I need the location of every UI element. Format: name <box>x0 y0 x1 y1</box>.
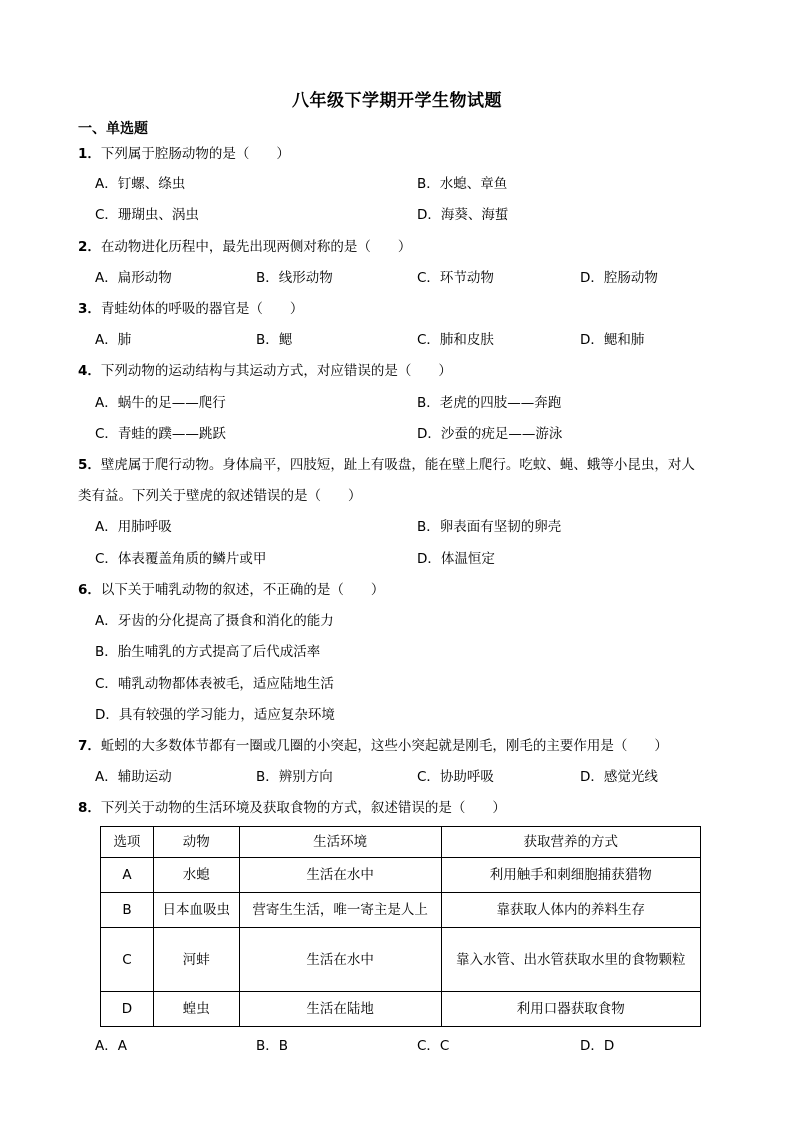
question-text: 下列动物的运动结构与其运动方式，对应错误的是（ ） <box>100 363 452 379</box>
table-row <box>101 858 701 893</box>
option-7c: C．协助呼吸 <box>417 769 494 785</box>
question-number: 6． <box>78 582 101 598</box>
option-5b: B．卵表面有坚韧的卵壳 <box>417 519 562 535</box>
page-title: 八年级下学期开学生物试题 <box>292 91 502 111</box>
table-header-row <box>101 827 701 858</box>
question-8-table <box>100 826 701 1027</box>
question-number: 5． <box>78 457 101 473</box>
option-8d: D．D <box>580 1038 615 1054</box>
table-cell: A <box>101 858 154 893</box>
option-1c: C．珊瑚虫、涡虫 <box>95 207 199 223</box>
table-row <box>101 992 701 1027</box>
option-8a: A．A <box>95 1038 127 1054</box>
table-header-cell: 获取营养的方式 <box>441 827 700 858</box>
option-3a: A．肺 <box>95 332 132 348</box>
option-1b: B．水螅、章鱼 <box>417 176 508 192</box>
option-2d: D．腔肠动物 <box>580 270 658 286</box>
table-cell: 靠入水管、出水管获取水里的食物颗粒 <box>441 928 700 992</box>
question-4 <box>78 356 452 387</box>
question-number: 1． <box>78 146 101 162</box>
option-7d: D．感觉光线 <box>580 769 658 785</box>
option-1a: A．钉螺、绦虫 <box>95 176 186 192</box>
option-4d: D．沙蚕的疣足——游泳 <box>417 426 563 442</box>
question-text: 下列关于动物的生活环境及获取食物的方式，叙述错误的是（ ） <box>100 800 506 816</box>
option-4b: B．老虎的四肢——奔跑 <box>417 395 562 411</box>
option-3d: D．鳃和肺 <box>580 332 645 348</box>
table-header-cell: 动物 <box>153 827 239 858</box>
option-6b: B．胎生哺乳的方式提高了后代成活率 <box>95 644 321 660</box>
table-row <box>101 893 701 928</box>
question-number: 4． <box>78 363 101 379</box>
question-8 <box>78 793 506 824</box>
option-4a: A．蜗牛的足——爬行 <box>95 395 226 411</box>
option-8c: C．C <box>417 1038 450 1054</box>
question-text: 在动物进化历程中，最先出现两侧对称的是（ ） <box>100 239 412 255</box>
option-3b: B．鳃 <box>256 332 293 348</box>
table-cell: D <box>101 992 154 1027</box>
option-6d: D．具有较强的学习能力，适应复杂环境 <box>95 707 335 723</box>
option-8b: B．B <box>256 1038 289 1054</box>
question-text: 类有益。下列关于壁虎的叙述错误的是（ ） <box>78 488 362 504</box>
section-heading: 一、单选题 <box>78 121 148 137</box>
table-cell: 靠获取人体内的养料生存 <box>441 893 700 928</box>
table-cell: 生活在水中 <box>239 928 441 992</box>
question-number: 2． <box>78 239 101 255</box>
option-6a: A．牙齿的分化提高了摄食和消化的能力 <box>95 613 334 629</box>
option-2b: B．线形动物 <box>256 270 333 286</box>
question-5 <box>78 450 695 481</box>
table-cell: 河蚌 <box>153 928 239 992</box>
option-5a: A．用肺呼吸 <box>95 519 172 535</box>
option-4c: C．青蛙的蹼——跳跃 <box>95 426 226 442</box>
option-2c: C．环节动物 <box>417 270 494 286</box>
option-5d: D．体温恒定 <box>417 551 495 567</box>
question-6 <box>78 575 384 606</box>
question-number: 8． <box>78 800 101 816</box>
question-7 <box>78 731 668 762</box>
table-cell: 利用口器获取食物 <box>441 992 700 1027</box>
option-6c: C．哺乳动物都体表被毛，适应陆地生活 <box>95 676 334 692</box>
question-number: 3． <box>78 301 101 317</box>
table-cell: 水螅 <box>153 858 239 893</box>
table-cell: 蝗虫 <box>153 992 239 1027</box>
table-cell: 生活在陆地 <box>239 992 441 1027</box>
question-text: 青蛙幼体的呼吸的器官是（ ） <box>100 301 304 317</box>
table-header-cell: 生活环境 <box>239 827 441 858</box>
question-number: 7． <box>78 738 101 754</box>
question-text: 下列属于腔肠动物的是（ ） <box>100 146 290 162</box>
table-cell: 日本血吸虫 <box>153 893 239 928</box>
option-3c: C．肺和皮肤 <box>417 332 494 348</box>
option-2a: A．扁形动物 <box>95 270 172 286</box>
question-text: 壁虎属于爬行动物。身体扁平，四肢短，趾上有吸盘，能在壁上爬行。吃蚊、蝇、蛾等小昆虫，对人 <box>100 457 695 473</box>
question-1 <box>78 139 290 170</box>
question-5-continued <box>78 481 362 512</box>
table-cell: B <box>101 893 154 928</box>
option-7a: A．辅助运动 <box>95 769 172 785</box>
table-header-cell: 选项 <box>101 827 154 858</box>
option-5c: C．体表覆盖角质的鳞片或甲 <box>95 551 267 567</box>
table-row <box>101 928 701 992</box>
question-text: 蚯蚓的大多数体节都有一圈或几圈的小突起，这些小突起就是刚毛，刚毛的主要作用是（ ） <box>100 738 668 754</box>
table-cell: 营寄生生活，唯一寄主是人上 <box>239 893 441 928</box>
option-1d: D．海葵、海蜇 <box>417 207 509 223</box>
option-7b: B．辨别方向 <box>256 769 333 785</box>
question-2 <box>78 232 411 263</box>
question-text: 以下关于哺乳动物的叙述，不正确的是（ ） <box>100 582 385 598</box>
question-3 <box>78 294 303 325</box>
table-cell: C <box>101 928 154 992</box>
table-cell: 生活在水中 <box>239 858 441 893</box>
table-cell: 利用触手和刺细胞捕获猎物 <box>441 858 700 893</box>
